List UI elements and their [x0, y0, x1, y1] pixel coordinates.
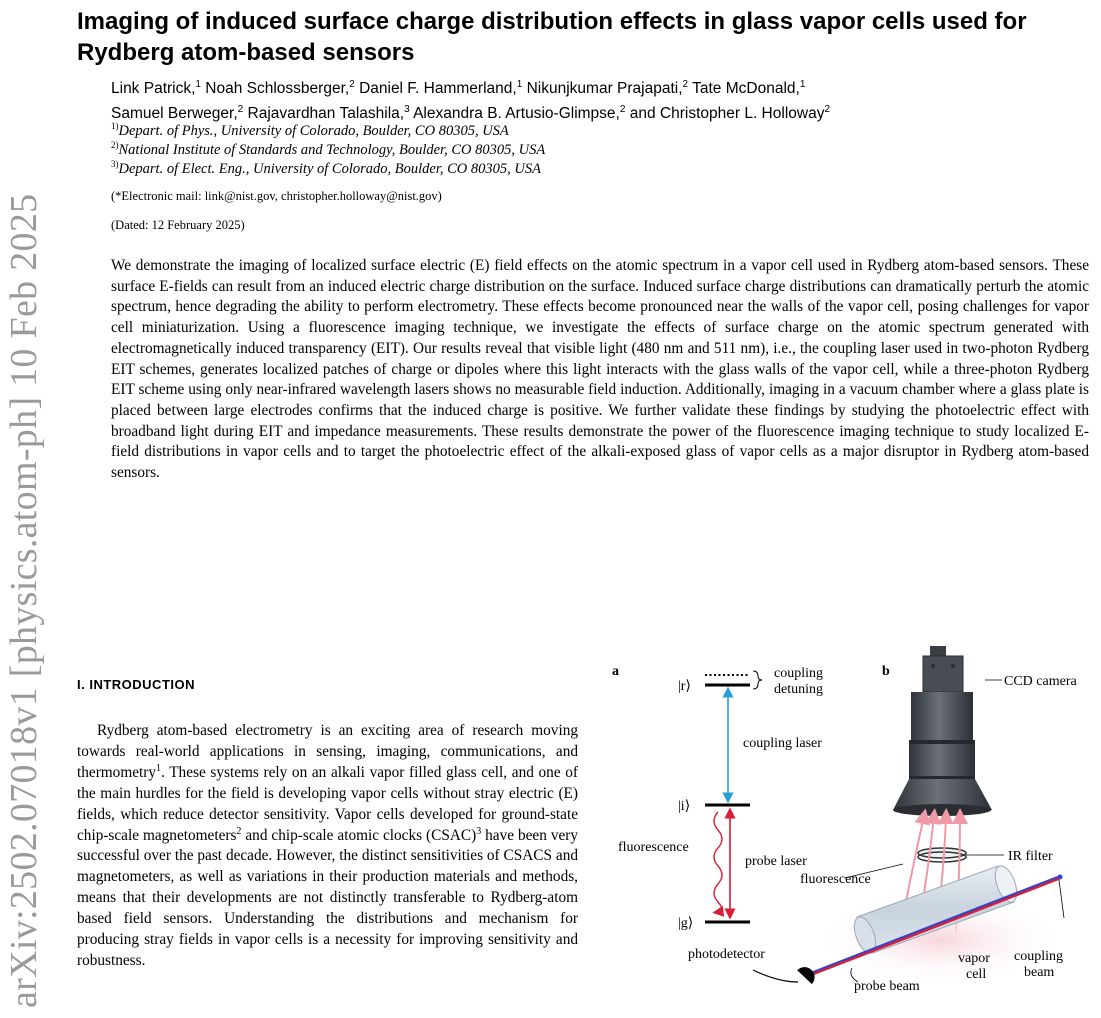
email-line: (*Electronic mail: link@nist.gov, christopher.holloway@nist.gov) — [111, 189, 442, 203]
vapor-cell-label: cell — [966, 967, 987, 982]
author: Tate McDonald,$^1$ — [692, 79, 806, 98]
level-i-label: |i⟩ — [678, 799, 691, 814]
figure-1 — [600, 640, 1090, 995]
detuning-brace — [753, 671, 762, 689]
photodetector-label: photodetector — [688, 947, 765, 962]
photodetector-cable — [753, 970, 798, 982]
panel-a-label: a — [612, 664, 619, 679]
fluorescence-label-b: fluorescence — [800, 872, 871, 887]
ir-filter-label: IR filter — [1008, 849, 1053, 864]
coupling-beam-label: coupling — [1014, 949, 1063, 964]
author: Link Patrick,$^1$ — [111, 79, 201, 98]
affiliation-1: $^{1)}$Depart. of Phys., University of Colorado, Boulder, CO 80305, USA — [111, 121, 509, 139]
probe-laser-label: probe laser — [745, 854, 807, 869]
probe-beam-label: probe beam — [854, 979, 920, 994]
arxiv-sidebar — [0, 18, 56, 1018]
coupling-source-dot — [1058, 875, 1063, 880]
coupling-laser-label: coupling laser — [743, 736, 822, 751]
author: and Christopher L. Holloway$^2$ — [629, 104, 831, 123]
author: Samuel Berweger,$^2$ — [111, 104, 244, 123]
vapor-cell-label: vapor — [958, 951, 990, 966]
photodetector-icon — [797, 964, 817, 987]
author: Rajavardhan Talashila,$^3$ — [247, 104, 410, 123]
citation[interactable]: 2 — [236, 825, 242, 837]
coupling-detuning-label: detuning — [774, 682, 823, 697]
author: Nikunjkumar Prajapati,$^2$ — [526, 79, 689, 98]
ccd-camera-label: CCD camera — [1004, 674, 1077, 689]
citation[interactable]: 1 — [156, 762, 162, 774]
author: Alexandra B. Artusio-Glimpse,$^2$ — [413, 104, 626, 123]
paper-title: Imaging of induced surface charge distribution effects in glass vapor cells used for Rydberg atom-based sensors — [77, 8, 1027, 66]
section-heading: I. INTRODUCTION — [77, 677, 195, 692]
fluorescence-label-a: fluorescence — [618, 840, 689, 855]
level-r-label: |r⟩ — [678, 679, 691, 694]
coupling-beam-label: beam — [1024, 965, 1055, 980]
level-g-label: |g⟩ — [678, 916, 694, 931]
coupling-detuning-label: coupling — [774, 666, 823, 681]
affiliation-3: $^{3)}$Depart. of Elect. Eng., University of Colorado, Boulder, CO 80305, USA — [111, 159, 541, 177]
panel-b-label: b — [882, 664, 890, 679]
fluorescence-wave — [714, 812, 722, 912]
date-line: (Dated: 12 February 2025) — [111, 218, 245, 232]
arxiv-identifier: arXiv:2502.07018v1 [physics.atom-ph] 10 Feb 2025 — [3, 193, 45, 1008]
author: Daniel F. Hammerland,$^1$ — [359, 79, 523, 98]
abstract: We demonstrate the imaging of localized surface electric (E) field effects on the atomic spectrum in a vapor cell used in Rydberg atom-based sensors. These surface E-fields can result from an induced electric charge distribution on the surface. Induced surface charge distributions can dramatically perturb the atomic spectrum, hence degrading the ability to perform electrometry. These effects become pronounced near the walls of the vapor cell, posing challenges for vapor cell miniaturization. Using a fluorescence imaging technique, we investigate the effects of surface charge on the atomic spectrum generated with electromagnetically induced transparency (EIT). Our results reveal that visible light (480 nm and 511 nm), i.e., the coupling laser used in two-photon Rydberg EIT schemes, generates localized patches of charge or dipoles where this light interacts with the glass walls of the vapor cell, while a three-photon Rydberg EIT scheme using only near-infrared wavelength lasers shows no measurable field induction. Additionally, imaging in a vacuum chamber where a glass plate is placed between large electrodes confirms that the induced charge is positive. We further validate these findings by studying the photoelectric effect with broadband light during EIT and impedance measurements. These results demonstrate the power of the fluorescence imaging technique to study localized E-field distributions in vapor cells and to target the photoelectric effect of the alkali-exposed glass of vapor cells as a major disruptor in Rydberg atom-based sensors. — [111, 257, 1089, 482]
author: Noah Schlossberger,$^2$ — [205, 79, 355, 98]
ccd-camera-icon — [893, 646, 992, 816]
citation[interactable]: 3 — [476, 825, 482, 837]
intro-paragraph: Rydberg atom-based electrometry is an exciting area of research moving towards real-world applications in sensing, imaging, communications, and thermometry$^1$. These systems rely on an alkali vapor filled glass cell, and one of the main hurdles for the field is developing vapor cells without stray electric (E) fields, which reduce detector sensitivity. Vapor cells developed for ground-state chip-scale magnetometers$^2$ and chip-scale atomic clocks (CSAC)$^3$ have been very successful over the past decade. However, the distinct sensitivities of CSACS and magnetometers, as well as variations in their production materials and methods, means that their developments are not distinctly transferable to Rydberg-atom based field sensors. Understanding the distributions and mechanism for producing stray fields in vapor cells is a necessity for improving sensitivity and robustness. — [77, 722, 578, 969]
affiliation-2: $^{2)}$National Institute of Standards and Technology, Boulder, CO 80305, USA — [111, 140, 546, 158]
